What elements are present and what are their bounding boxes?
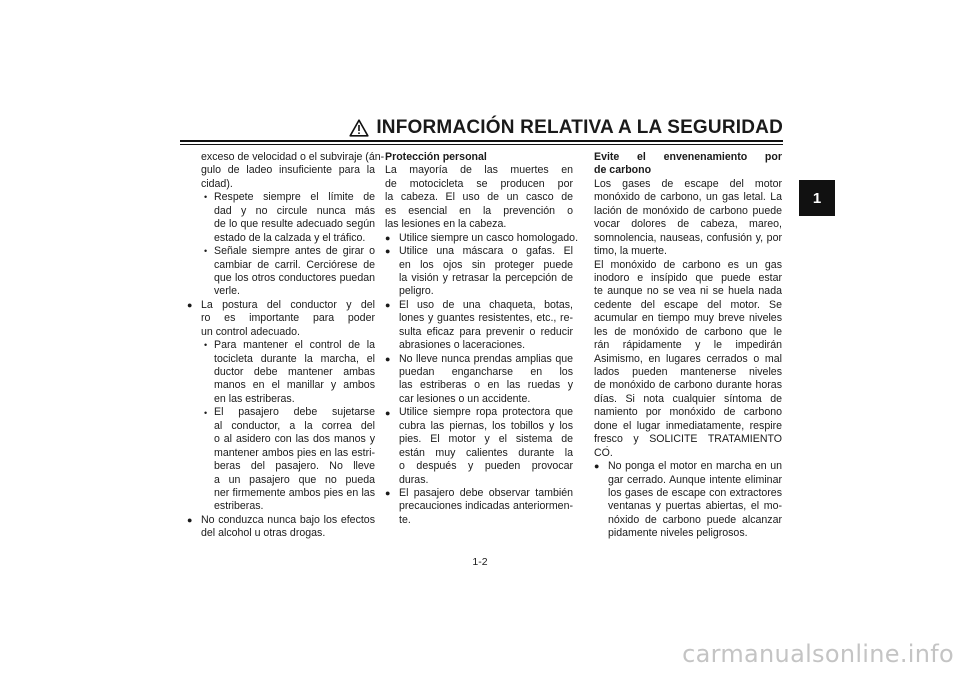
text-line: verle. (214, 285, 240, 298)
bullet-dot-icon: ● (385, 353, 391, 364)
text-line: fresco y SOLICITE TRATAMIENTO (594, 433, 782, 446)
text-line: pies. El motor y el sistema de (399, 433, 573, 446)
text-line: tocicleta durante la marcha, el (214, 352, 375, 365)
text-line: inodoro e insípido que puede estar (594, 271, 782, 284)
text-line: manos en el manillar y ambos (214, 379, 375, 392)
text-line: de motocicleta se producen por (385, 177, 573, 190)
text-line: las estriberas o en las ruedas y (399, 379, 573, 392)
text-line: días. Si nota cualquier síntoma de (594, 392, 782, 405)
bullet-dot-icon: ● (385, 232, 391, 243)
text-line: exceso de velocidad o el subviraje (án- (201, 151, 385, 163)
text-line: Utilice una máscara o gafas. El (399, 245, 573, 258)
text-line: precauciones indicadas anteriormen- (399, 500, 573, 513)
text-line: las lesiones en la cabeza. (385, 218, 507, 231)
text-line: o después y pueden provocar (399, 460, 573, 473)
text-line: beras del pasajero. No lleve (214, 460, 375, 473)
text-line: Los gases de escape del motor (594, 177, 782, 190)
page-header (180, 117, 783, 139)
text-line: rán rápidamente y le impedirán (594, 339, 782, 352)
text-line: car lesiones o un accidente. (399, 392, 531, 405)
text-line: La mayoría de las muertes en (385, 164, 573, 177)
text-line: No ponga el motor en marcha en un (608, 460, 782, 473)
text-line: No conduzca nunca bajo los efectos (201, 513, 375, 526)
sub-bullet-icon: • (204, 407, 208, 418)
text-line: sulta eficaz para prevenir o reducir (399, 325, 573, 338)
text-line: CO. (594, 446, 613, 459)
text-line: lones y guantes resistentes, etc., re- (399, 312, 573, 325)
text-line: o al asidero con las dos manos y (214, 433, 375, 446)
text-line: ro es importante para poder (201, 312, 375, 325)
text-line: lados pueden mantenerse niveles (594, 366, 782, 378)
text-line: pidamente niveles peligrosos. (608, 527, 748, 540)
text-line: a un pasajero que no pueda (214, 473, 375, 486)
bullet-dot-icon: ● (385, 246, 391, 257)
text-line: de monóxido de carbono durante horas (594, 379, 782, 392)
text-line: mantener ambos pies en las estri- (214, 446, 375, 459)
text-line: cubra las piernas, los tobillos y los (399, 419, 573, 432)
bullet-dot-icon: ● (385, 407, 391, 418)
text-line: ner firmemente ambos pies en las (214, 486, 375, 499)
text-line: gulo de ladeo insuficiente para la (201, 164, 375, 177)
text-line: Utilice siempre ropa protectora que (399, 406, 573, 419)
text-line: cidad). (201, 177, 233, 190)
text-line: estriberas. (214, 500, 264, 513)
section-heading-line: Protección personal (385, 151, 487, 163)
page-number: 1-2 (472, 556, 488, 568)
text-line: somnolencia, nauseas, confusión y, por (594, 231, 782, 244)
text-line: en los ojos sin proteger puede (399, 258, 573, 271)
text-line: done el lugar inmediatamente, respire (594, 419, 782, 432)
text-line: la cabeza. El uso de un casco de (385, 191, 573, 204)
text-line: El pasajero debe observar también (399, 486, 573, 499)
chapter-tab-number: 1 (812, 189, 822, 207)
text-line: El pasajero debe sujetarse (214, 406, 375, 419)
text-line: acumular en tiempo muy breve niveles (594, 312, 782, 325)
text-line: los gases de escape con extractores (608, 486, 782, 499)
text-line: monóxido de carbono, un gas letal. La (594, 191, 782, 204)
text-line: Respete siempre el límite de (214, 191, 375, 204)
text-line: No lleve nunca prendas amplias que (399, 352, 573, 365)
text-line: lación de monóxido de carbono puede (594, 204, 782, 217)
warning-triangle-icon (349, 119, 369, 137)
text-line: cedente del escape del motor. Se (594, 298, 782, 311)
text-line: abrasiones o laceraciones. (399, 339, 526, 352)
text-line: Señale siempre antes de girar o (214, 245, 375, 258)
text-line: Utilice siempre un casco homologado. (399, 231, 579, 244)
text-line: vocar dolores de cabeza, mareo, (594, 218, 782, 231)
watermark: carmanualsonline.info (682, 640, 954, 668)
section-heading-line: Evite el envenenamiento por (594, 151, 782, 163)
text-line: dad y no circule nunca más (214, 204, 375, 217)
sub-bullet-icon: • (204, 192, 208, 203)
bullet-dot-icon: ● (385, 488, 391, 499)
text-line: gar cerrado. Aunque intente eliminar (608, 473, 782, 486)
text-line: duras. (399, 473, 429, 486)
text-line: de lo que resulte adecuado según (214, 218, 375, 231)
text-line: del alcohol u otras drogas. (201, 527, 326, 540)
text-line: les de monóxido de carbono que le (594, 325, 782, 338)
text-line: Asimismo, en lugares cerrados o mal (594, 352, 782, 365)
text-line: estado de la calzada y el tráfico. (214, 231, 366, 244)
chapter-tab (799, 180, 835, 216)
section-title-text: INFORMACIÓN RELATIVA A LA SEGURIDAD (376, 117, 783, 138)
section-title (349, 117, 783, 139)
text-line: que los otros conductores puedan (214, 271, 375, 284)
sub-bullet-icon: • (204, 246, 208, 257)
text-line: timo, la muerte. (594, 245, 668, 258)
text-column-2 (385, 151, 579, 527)
text-column-3 (594, 151, 782, 541)
text-line: al conductor, a la correa del (214, 419, 375, 432)
text-line: te. (399, 513, 411, 526)
text-column-1 (187, 151, 385, 541)
text-line: La postura del conductor y del (201, 298, 375, 311)
header-rule-thick (180, 140, 783, 142)
text-line: El monóxido de carbono es un gas (594, 258, 782, 271)
section-heading-line: de carbono (594, 164, 652, 177)
text-line: en las estriberas. (214, 392, 295, 405)
text-line: Para mantener el control de la (214, 339, 375, 352)
text-line: un control adecuado. (201, 325, 300, 338)
text-line: El uso de una chaqueta, botas, (399, 298, 573, 311)
bullet-dot-icon: ● (187, 299, 193, 310)
sub-bullet-icon: • (204, 340, 208, 351)
header-rule-thin (180, 144, 783, 145)
text-line: la visión y retrasar la percepción de (399, 271, 573, 284)
text-line: namiento por monóxido de carbono (594, 406, 782, 419)
text-line: puedan engancharse en los (399, 366, 573, 378)
text-line: cambiar de carril. Cerciórese de (214, 258, 375, 271)
text-line: ductor debe mantener ambas (214, 366, 375, 378)
text-line: te aunque no se vea ni se huela nada (594, 285, 782, 298)
text-line: peligro. (399, 285, 434, 298)
text-line: ventanas y puertas abiertas, el mo- (608, 500, 782, 513)
bullet-dot-icon: ● (594, 461, 600, 472)
bullet-dot-icon: ● (187, 515, 193, 526)
text-line: nóxido de carbono puede alcanzar (608, 513, 782, 526)
text-line: es esencial en la prevención o (385, 204, 573, 217)
bullet-dot-icon: ● (385, 299, 391, 310)
text-line: están muy calientes durante la (399, 446, 573, 459)
